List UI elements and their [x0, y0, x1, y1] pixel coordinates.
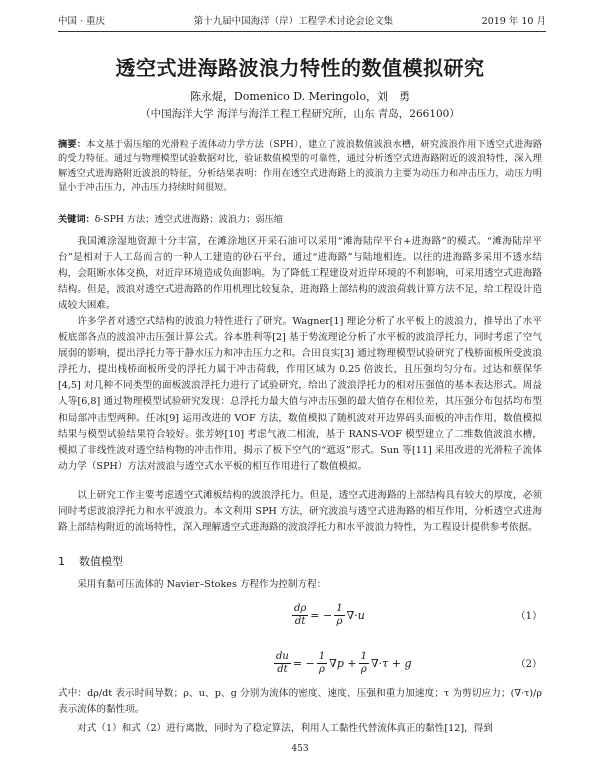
paragraph-intro-3: 以上研究工作主要考虑透空式滩板结构的波浪浮托力。但是，透空式进海路的上部结构具有较大的厚度，必须同时考虑波浪浮托力和水平波浪力。本文利用 SPH 方法，研究波浪与透空式进海路的相互作用，分析透空式进海路上部结构附近的流场特性，深入理解透空式进海路的波浪浮托力和水平波浪力特性，为工程设计提供参考依据。 [58, 490, 542, 534]
header-date: 2019 年 10 月 [481, 16, 546, 27]
paragraph-intro-1: 我国滩涂湿地资源十分丰富，在滩涂地区开采石油可以采用“滩海陆岸平台+进海路”的模式。“滩海陆岸平台”是相对于人工岛而言的一种人工建造的砂石平台，通过“进海路”与陆地相连。以往的进海路多采用不透水结构，会阻断水体交换，对近岸环境造成负面影响。为了降低工程建设对近岸环境的不利影响，可采用透空式进海路结构。但是，波浪对透空式进海路的作用机理比较复杂，进海路上部结构的波浪荷载计算方法不足，给工程设计造成较大困难。 [58, 236, 542, 312]
eq2-a-fraction: $\frac{1}{\rho}$ [318, 650, 326, 675]
eq2-mid: ∇p + [329, 656, 357, 670]
eq2-operator: = − [292, 656, 315, 670]
equation-number-2: （2） [515, 659, 542, 670]
header-proceedings: 第十九届中国海洋（岸）工程学术讨论会论文集 [193, 16, 394, 27]
section-heading [58, 553, 123, 569]
eq1-rhs-fraction: $\frac{1}{\rho}$ [336, 602, 343, 627]
paragraph-variable-definitions: 式中：dρ/dt 表示时间导数；ρ、u、p、g 分别为流体的密度、速度、压强和重力加速度；τ 为剪切应力；(∇·τ)/ρ 表示流体的黏性项。 [58, 688, 542, 716]
eq2-lhs-fraction: $\frac{du}{dt}$ [276, 650, 289, 675]
eq1-operator: = − [310, 608, 333, 622]
equation-number-1: （1） [515, 611, 542, 622]
paragraph-governing-eq: 采用有黏可压流体的 Navier–Stokes 方程作为控制方程： [77, 579, 327, 590]
keywords [58, 211, 542, 225]
affiliation: （中国海洋大学 海洋与海洋工程工程研究所，山东 青岛，266100） [140, 108, 460, 120]
abstract-text: 本文基于弱压缩的光滑粒子流体动力学方法（SPH），建立了波浪数值波浪水槽，研究波浪作用下透空式进海路的受力特征。通过与物理模型试验数据对比，验证数值模型的可靠性，通过分析透空式进海路附近的波浪特性，深入理解透空式进海路附近波浪的特征，分析结果表明：作用在透空式进海路上的波浪力主要为动压力和冲击压力，动压力明显小于冲击压力，冲击压力持续时间很短。 [58, 139, 543, 193]
page-number: 453 [291, 744, 309, 754]
eq1-lhs-fraction: $\frac{d\rho}{dt}$ [294, 602, 307, 627]
paragraph-intro-2: 许多学者对透空式结构的波浪力特性进行了研究。Wagner[1] 理论分析了水平板上的波浪力，推导出了水平板底部各点的波浪冲击压强计算公式。谷本胜利等[2] 基于势流理论分析了水平板的波浪浮托力，同时考虑了空气展弱的影响，提出浮托力等于静水压力和冲击压力之和。合田良实[3] 通过物理模型试验研究了栈桥面板所受波浪浮托力，提出栈桥面板所受的浮托力属于冲击荷载，作用区域为 0.25 倍波长，且压强均匀分布。过达和蔡保华[4,5] 对几种不同类型的面板波浪浮托力进行了试验研究，给出了波浪浮托力的相对压强值的基本表达形式。周益人等[6,8] 通过物理模型试验研究发现：总浮托力最大值与冲击压强的最大值存在相位差，其压强分布包括均布型和局部冲击型两种。任冰[9] 运用改进的 VOF 方法，数值模拟了随机波对开边界码头面板的冲击作用，数值模拟结果与模型试验结果符合较好。张芳婷[10] 考虑气液二相流，基于 RANS-VOF 模型建立了二维数值波浪水槽，模拟了非线性波对透空结构物的冲击作用，揭示了板下空气的“遮返”形式。Sun 等[11] 采用改进的光滑粒子流体动力学（SPH）方法对波浪与透空式水平板的相互作用进行了数值模拟。 [58, 316, 542, 472]
header-location: 中国 · 重庆 [58, 16, 106, 27]
section-number: 1 [58, 555, 65, 568]
keywords-label: 关键词： [58, 214, 95, 225]
eq1-rest: ∇·u [346, 608, 365, 622]
paper-title: 透空式进海路波浪力特性的数值模拟研究 [115, 56, 485, 80]
paragraph-discretization: 对式（1）和式（2）进行离散，同时为了稳定算法，利用人工黏性代替流体真正的黏性[12]，得到 [77, 723, 493, 734]
keywords-text: δ-SPH 方法；透空式进海路；波浪力；弱压缩 [94, 214, 283, 225]
section-title: 数值模型 [79, 555, 123, 568]
author-list: 陈永焜，Domenico D. Meringolo，刘 勇 [189, 90, 411, 103]
abstract-label: 摘要： [58, 139, 87, 150]
equation-2 [58, 646, 542, 680]
eq2-rest: ∇·τ + g [370, 656, 412, 670]
eq2-b-fraction: $\frac{1}{\rho}$ [360, 650, 367, 675]
equation-1 [58, 598, 542, 632]
running-header [58, 12, 546, 32]
abstract [58, 138, 542, 195]
